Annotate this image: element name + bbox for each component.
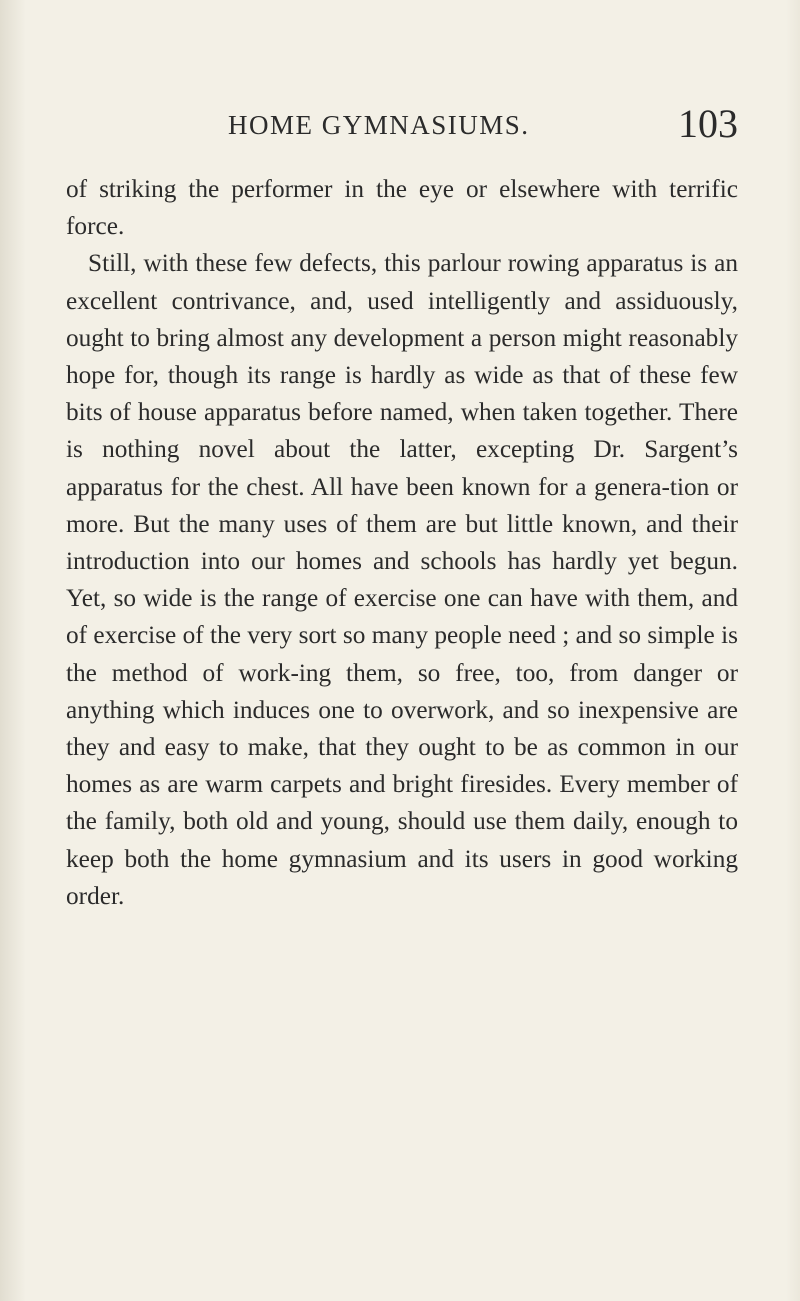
page-header xyxy=(66,100,738,150)
paragraph: of striking the performer in the eye or elsewhere with terrific force. xyxy=(66,175,738,241)
page-number: 103 xyxy=(678,101,738,146)
body-text xyxy=(66,171,738,915)
paragraph: Still, with these few defects, this parlour rowing apparatus is an excellent contrivance, and, used intelligently and assiduously, ought to bring almost any development a person might reasonably hope for, though its range is hardly as wide as that of these few bits of house apparatus before named, when taken together. There is nothing novel about the latter, excepting Dr. Sargent’s apparatus for the chest. All have been known for a genera-tion or more. But the many uses of them are but little known, and their introduction into our homes and schools has hardly yet begun. Yet, so wide is the range of exercise one can have with them, and of exercise of the very sort so many people need ; and so simple is the method of work-ing them, so free, too, from danger or anything which induces one to overwork, and so inexpensive are they and easy to make, that they ought to be as common in our homes as are warm carpets and bright firesides. Every member of the family, both old and young, should use them daily, enough to keep both the home gymnasium and its users in good working order. xyxy=(66,249,738,910)
running-head: HOME GYMNASIUMS. xyxy=(228,110,530,140)
